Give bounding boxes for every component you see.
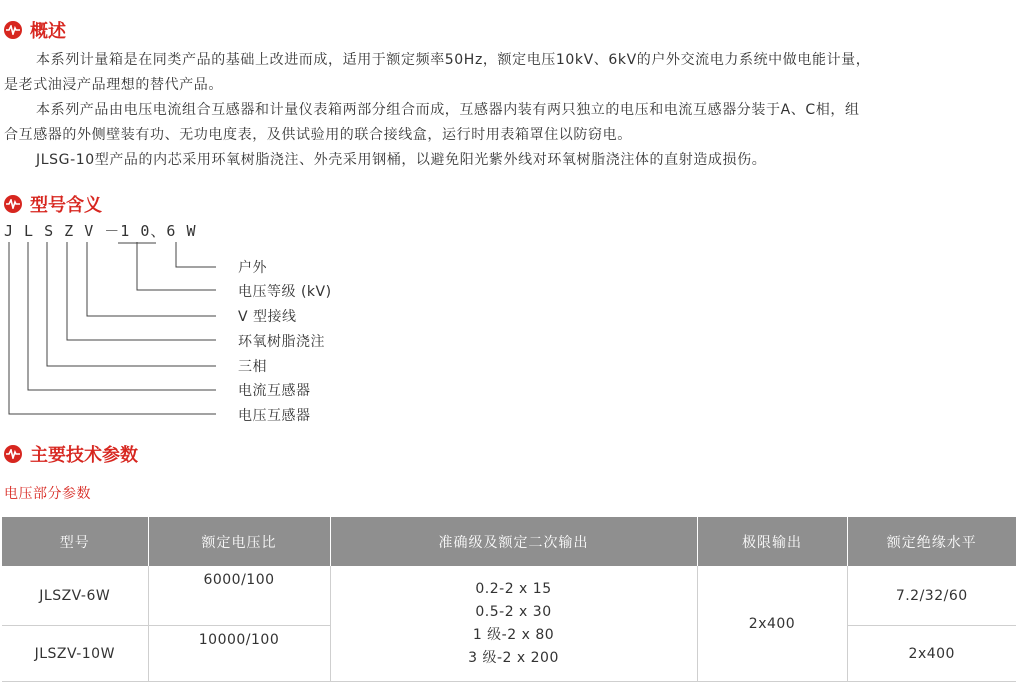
table-header-row — [2, 517, 1016, 566]
legend-voltage-transformer: 电压互感器 — [238, 408, 311, 424]
model-meaning-title: 型号含义 — [30, 195, 102, 216]
col-header-model: 型号 — [2, 517, 148, 566]
overview-p3: JLSG-10型产品的内芯采用环氧树脂浇注、外壳采用钢桶，以避免阳光紫外线对环氧树脂浇注体的直射造成损伤。 — [36, 152, 767, 168]
accuracy-line: 3 级-2 x 200 — [468, 649, 559, 666]
overview-title: 概述 — [30, 21, 66, 42]
cell-accuracy — [330, 566, 697, 682]
model-code-diagram — [0, 0, 240, 430]
accuracy-line: 1 级-2 x 80 — [472, 626, 555, 643]
legend-outdoor: 户外 — [238, 260, 267, 276]
pulse-icon — [4, 445, 22, 463]
voltage-params-subheading: 电压部分参数 — [4, 486, 91, 502]
legend-voltage-level: 电压等级 (kV) — [238, 284, 332, 300]
cell-insulation: 7.2/32/60 — [847, 566, 1016, 626]
col-header-limit-output: 极限输出 — [697, 517, 847, 566]
col-header-accuracy: 准确级及额定二次输出 — [330, 517, 697, 566]
col-header-ratio: 额定电压比 — [148, 517, 330, 566]
tech-params-heading — [4, 442, 138, 466]
model-code: J L S Z V －1 0、6 W — [4, 222, 197, 240]
cell-limit-output: 2x400 — [697, 566, 847, 682]
overview-p2-line1: 本系列产品由电压电流组合互感器和计量仪表箱两部分组合而成，互感器内装有两只独立的电压和电流互感器分装于A、C相，组 — [36, 102, 860, 118]
accuracy-line: 0.5-2 x 30 — [475, 603, 552, 620]
col-header-insulation: 额定绝缘水平 — [847, 517, 1016, 566]
tech-params-title: 主要技术参数 — [30, 445, 138, 466]
voltage-params-table — [2, 517, 1016, 682]
legend-current-transformer: 电流互感器 — [238, 383, 311, 399]
cell-model: JLSZV-10W — [2, 626, 148, 682]
legend-v-connection: V 型接线 — [238, 309, 297, 325]
legend-epoxy: 环氧树脂浇注 — [238, 334, 325, 350]
cell-ratio: 6000/100 — [148, 566, 330, 626]
overview-p1-line2: 是老式油浸产品理想的替代产品。 — [4, 77, 223, 93]
cell-model: JLSZV-6W — [2, 566, 148, 626]
cell-ratio: 10000/100 — [148, 626, 330, 682]
overview-p2-line2: 合互感器的外侧壁装有功、无功电度表，及供试验用的联合接线盒，运行时用表箱罩住以防窃电。 — [4, 127, 632, 143]
accuracy-line: 0.2-2 x 15 — [475, 580, 552, 597]
overview-p1-line1: 本系列计量箱是在同类产品的基础上改进而成，适用于额定频率50Hz，额定电压10kV、6kV的户外交流电力系统中做电能计量， — [36, 52, 871, 68]
legend-three-phase: 三相 — [238, 359, 267, 375]
table-row — [2, 566, 1016, 626]
cell-insulation: 2x400 — [847, 626, 1016, 682]
